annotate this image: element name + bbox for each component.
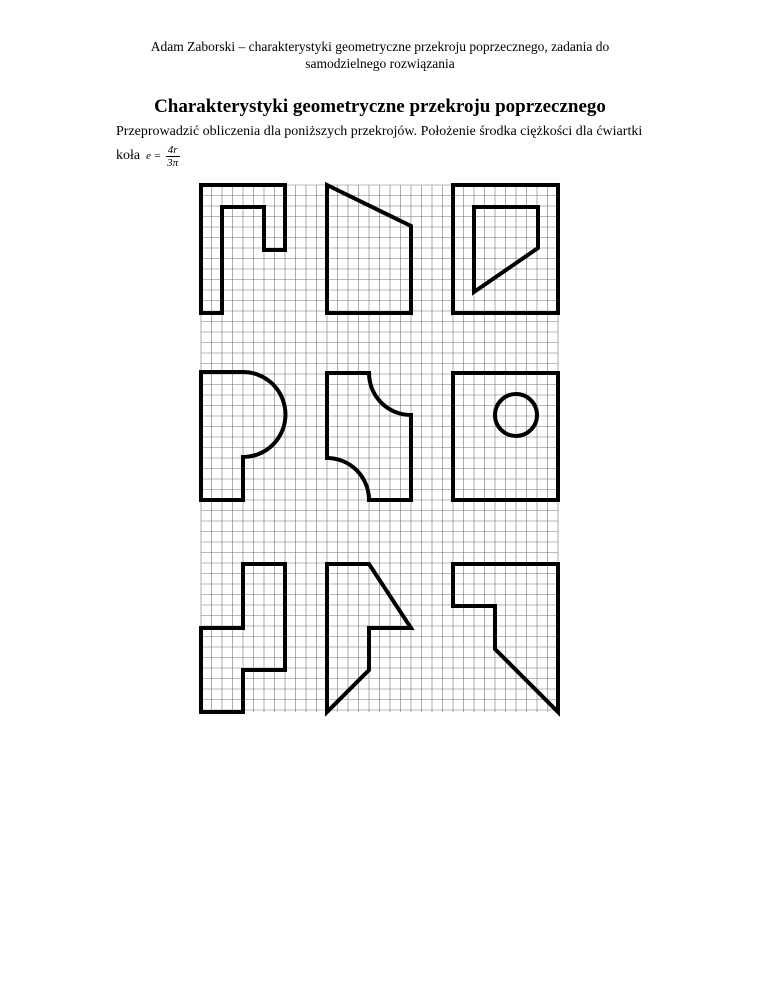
header-line-1: Adam Zaborski – charakterystyki geometryczne przekroju poprzecznego, zadania do xyxy=(150,39,610,54)
formula-numerator: 4r xyxy=(167,143,178,156)
grid-background xyxy=(201,185,558,712)
formula-denominator: 3π xyxy=(167,156,179,169)
intro-text: Przeprowadzić obliczenia dla poniższych przekrojów. Położenie środka ciężkości dla ćwiartki xyxy=(116,124,643,139)
formula-lhs: e = xyxy=(146,150,162,162)
page-title: Charakterystyki geometryczne przekroju poprzecznego xyxy=(154,96,606,117)
header-line-2: samodzielnego rozwiązania xyxy=(305,56,455,71)
formula-prefix: koła xyxy=(116,148,141,163)
